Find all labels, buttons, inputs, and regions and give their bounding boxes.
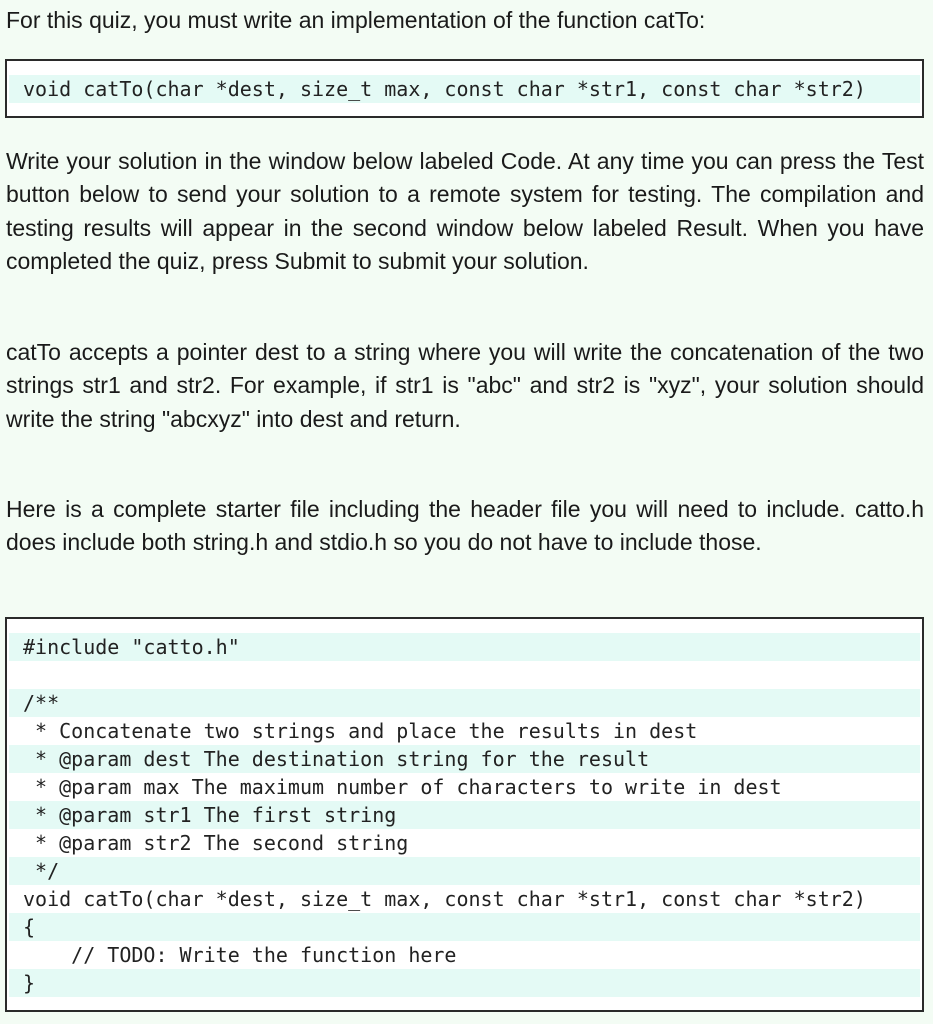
intro-text: For this quiz, you must write an implementation of the function catTo:	[6, 7, 706, 33]
code-line: {	[9, 913, 920, 941]
code-line: }	[9, 969, 920, 997]
instructions-paragraph: Write your solution in the window below labeled Code. At any time you can press the Test button below to send your solution to a remote system for testing. The compilation and testing results will appear in the second window below labeled Result. When you have completed the quiz, press Submit to submit your solution.	[6, 148, 924, 274]
code-line: void catTo(char *dest, size_t max, const char *str1, const char *str2)	[23, 887, 866, 911]
signature-code-line: void catTo(char *dest, size_t max, const char *str1, const char *str2)	[9, 75, 920, 103]
description-paragraph: catTo accepts a pointer dest to a string where you will write the concatenation of the two strings str1 and str2. For example, if str1 is "abc" and str2 is "xyz", your solution should write the string "abcxyz" into dest and return.	[6, 339, 924, 432]
starter-file-paragraph: Here is a complete starter file including the header file you will need to include. catto.h does include both string.h and stdio.h so you do not have to include those.	[6, 496, 924, 556]
code-line: /**	[9, 689, 920, 717]
signature-code-block	[5, 59, 924, 118]
code-line: * @param dest The destination string for the result	[9, 745, 920, 773]
code-line: * Concatenate two strings and place the results in dest	[23, 719, 698, 743]
starter-code-block	[5, 617, 924, 1012]
code-line: * @param str1 The first string	[9, 801, 920, 829]
code-line: #include "catto.h"	[9, 633, 920, 661]
code-line: * @param max The maximum number of characters to write in dest	[23, 775, 782, 799]
code-line: // TODO: Write the function here	[23, 943, 457, 967]
code-line: * @param str2 The second string	[23, 831, 409, 855]
code-line: */	[9, 857, 920, 885]
code-line	[9, 661, 920, 689]
